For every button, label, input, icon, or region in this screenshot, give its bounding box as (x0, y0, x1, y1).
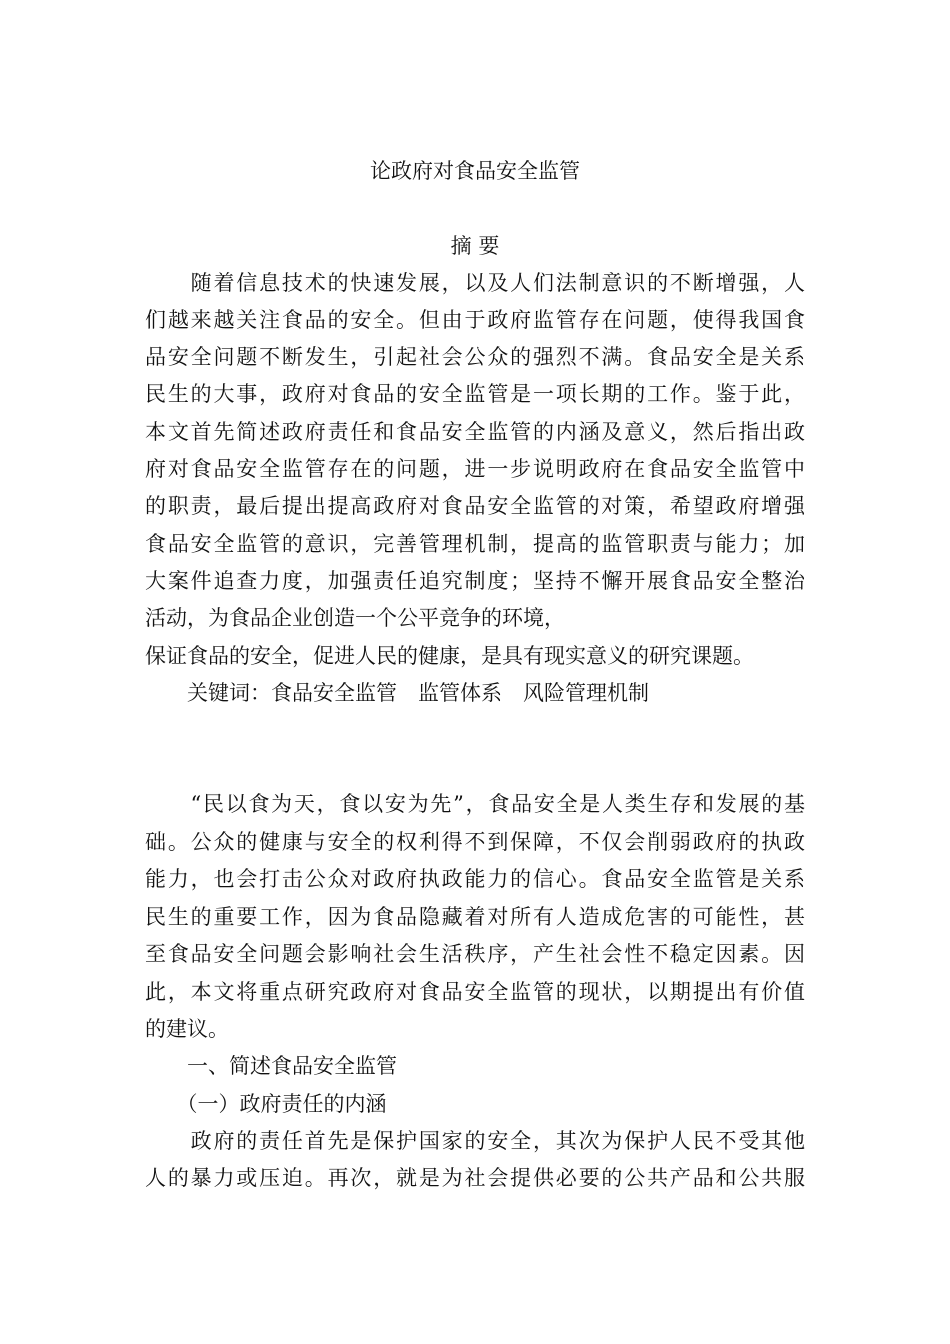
subsection-heading: （一）政府责任的内涵 (145, 1092, 387, 1116)
keywords-line: 关键词：食品安全监管 监管体系 风险管理机制 (145, 681, 649, 705)
body-line: 政府的责任首先是保护国家的安全，其次为保护人民不受其他 (145, 1129, 805, 1153)
intro-line: 的建议。 (145, 1017, 229, 1041)
abstract-line: 的职责，最后提出提高政府对食品安全监管的对策，希望政府增强 (145, 494, 805, 518)
abstract-line: 大案件追查力度，加强责任追究制度；坚持不懈开展食品安全整治 (145, 569, 805, 593)
abstract-line: 们越来越关注食品的安全。但由于政府监管存在问题，使得我国食 (145, 308, 805, 332)
document-title: 论政府对食品安全监管 (370, 159, 580, 183)
abstract-line: 民生的大事，政府对食品的安全监管是一项长期的工作。鉴于此， (145, 382, 805, 406)
intro-line: 至食品安全问题会影响社会生活秩序，产生社会性不稳定因素。因 (145, 942, 805, 966)
abstract-line: 府对食品安全监管存在的问题，进一步说明政府在食品安全监管中 (145, 457, 805, 481)
intro-line: 此，本文将重点研究政府对食品安全监管的现状，以期提出有价值 (145, 980, 805, 1004)
abstract-line: 保证食品的安全，促进人民的健康，是具有现实意义的研究课题。 (145, 644, 754, 668)
abstract-line: 随着信息技术的快速发展，以及人们法制意识的不断增强，人 (145, 271, 805, 295)
abstract-line: 食品安全监管的意识，完善管理机制，提高的监管职责与能力；加 (145, 532, 805, 556)
body-line: 人的暴力或压迫。再次，就是为社会提供必要的公共产品和公共服 (145, 1166, 805, 1190)
intro-line: “民以食为天，食以安为先”，食品安全是人类生存和发展的基 (145, 792, 805, 816)
intro-line: 础。公众的健康与安全的权利得不到保障，不仅会削弱政府的执政 (145, 830, 805, 854)
abstract-line: 活动，为食品企业创造一个公平竞争的环境， (145, 606, 565, 630)
abstract-line: 品安全问题不断发生，引起社会公众的强烈不满。食品安全是关系 (145, 345, 805, 369)
intro-line: 能力，也会打击公众对政府执政能力的信心。食品安全监管是关系 (145, 867, 805, 891)
section-heading: 一、简述食品安全监管 (145, 1054, 397, 1078)
intro-line: 民生的重要工作，因为食品隐藏着对所有人造成危害的可能性，甚 (145, 905, 805, 929)
abstract-line: 本文首先简述政府责任和食品安全监管的内涵及意义，然后指出政 (145, 420, 805, 444)
abstract-heading: 摘 要 (450, 234, 500, 258)
